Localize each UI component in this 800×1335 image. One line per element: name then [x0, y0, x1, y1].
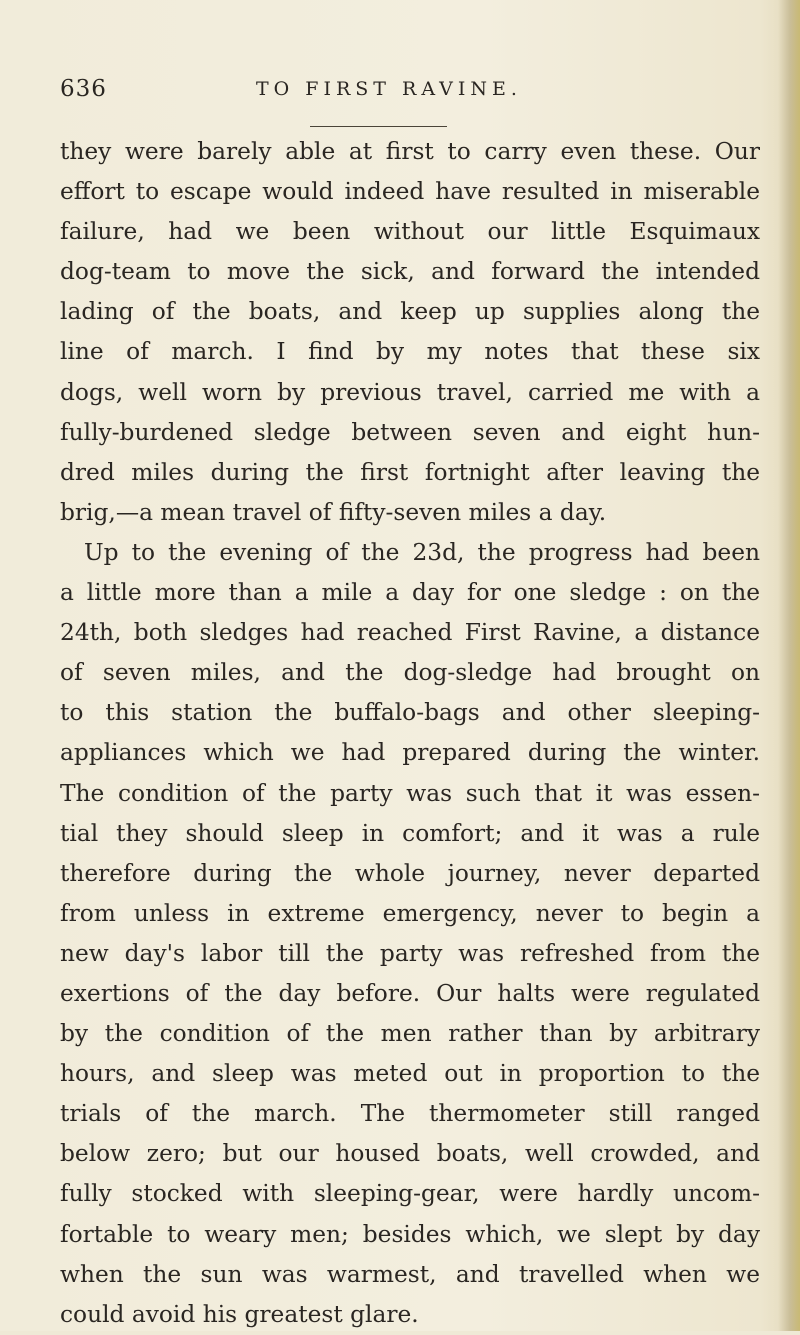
text-line: to this station the buffalo-bags and other sleeping-	[60, 699, 760, 727]
text-line: lading of the boats, and keep up supplies along the	[60, 298, 760, 326]
text-line: dog-team to move the sick, and forward the intended	[60, 258, 760, 286]
page-edge-shadow	[778, 0, 800, 1331]
text-line: therefore during the whole journey, never departed	[60, 859, 760, 887]
text-line: fully-burdened sledge between seven and eight hun-	[60, 418, 760, 446]
text-line: when the sun was warmest, and travelled when we	[60, 1260, 760, 1288]
text-line: dogs, well worn by previous travel, carried me with a	[60, 378, 760, 406]
text-line: new day's labor till the party was refreshed from the	[60, 939, 760, 967]
text-line: trials of the march. The thermometer still ranged	[60, 1100, 760, 1128]
page-number: 636	[60, 76, 107, 102]
text-line: from unless in extreme emergency, never to begin a	[60, 899, 760, 927]
text-line: could avoid his greatest glare.	[60, 1300, 419, 1328]
text-line: Up to the evening of the 23d, the progress had been	[84, 538, 760, 566]
header-rule	[310, 126, 447, 127]
text-line: line of march. I find by my notes that these six	[60, 338, 760, 366]
text-line: appliances which we had prepared during the winter.	[60, 739, 760, 767]
running-head: TO FIRST RAVINE.	[256, 78, 522, 100]
text-line: fortable to weary men; besides which, we slept by day	[60, 1220, 760, 1248]
text-line: 24th, both sledges had reached First Ravine, a distance	[60, 619, 760, 647]
text-line: fully stocked with sleeping-gear, were hardly uncom-	[60, 1180, 760, 1208]
text-line: by the condition of the men rather than by arbitrary	[60, 1020, 760, 1048]
text-line: they were barely able at first to carry even these. Our	[60, 138, 760, 165]
text-line: The condition of the party was such that it was essen-	[60, 779, 760, 807]
page-header	[60, 76, 760, 110]
text-line: failure, had we been without our little Esquimaux	[60, 218, 760, 246]
text-line: brig,—a mean travel of fifty-seven miles a day.	[60, 498, 607, 526]
text-line: hours, and sleep was meted out in proportion to the	[60, 1060, 760, 1088]
text-line: dred miles during the first fortnight after leaving the	[60, 458, 760, 486]
text-line: effort to escape would indeed have resulted in miserable	[60, 178, 760, 206]
text-line: a little more than a mile a day for one sledge : on the	[60, 579, 760, 607]
text-line: tial they should sleep in comfort; and it was a rule	[60, 819, 760, 847]
body-text	[60, 132, 760, 1335]
text-line: below zero; but our housed boats, well crowded, and	[60, 1140, 760, 1168]
text-line: exertions of the day before. Our halts were regulated	[60, 979, 760, 1007]
text-line: of seven miles, and the dog-sledge had brought on	[60, 659, 760, 687]
